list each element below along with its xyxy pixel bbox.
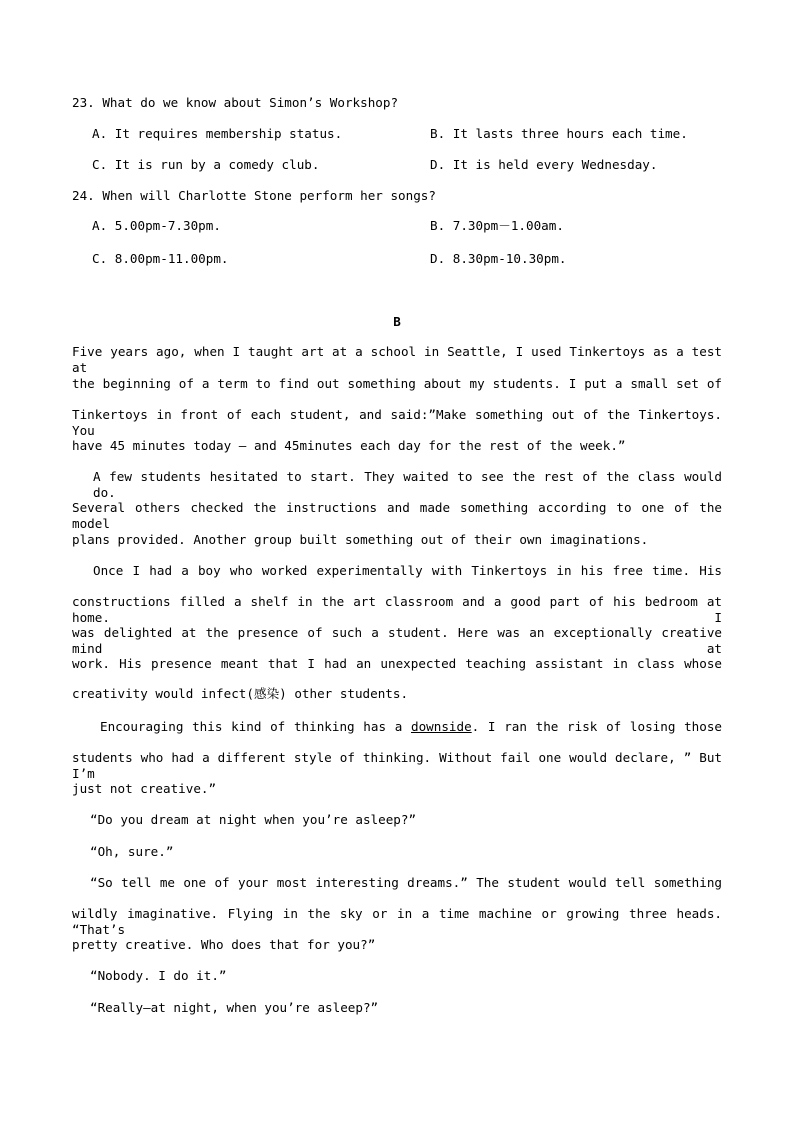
p4-text-before: Encouraging this kind of thinking has a [100,719,403,734]
passage-p4-line-2: students who had a different style of thinking. Without fail one would declare, ” But I’m [72,750,722,781]
question-23-option-a: A. It requires membership status. [92,126,343,141]
passage-p3-line-2: constructions filled a shelf in the art classroom and a good part of his bedroom at home. I [72,594,722,625]
passage-p2-line-3: plans provided. Another group built something out of their own imaginations. [72,532,649,547]
passage-p1-line-4: have 45 minutes today – and 45minutes each day for the rest of the week.” [72,438,626,453]
passage-p5-line-1: “So tell me one of your most interesting dreams.” The student would tell something [90,875,722,890]
passage-p5-line-3: pretty creative. Who does that for you?” [72,937,376,952]
dialogue-line-2: “Oh, sure.” [90,844,174,859]
question-23-option-c: C. It is run by a comedy club. [92,157,320,172]
question-24-option-a: A. 5.00pm-7.30pm. [92,218,221,233]
passage-p3-line-1: Once I had a boy who worked experimentally with Tinkertoys in his free time. His [93,563,722,578]
passage-p4-line-1 [100,719,722,735]
passage-p3-line-5: creativity would infect(感染) other students. [72,686,409,701]
passage-p4-line-3: just not creative.” [72,781,217,796]
passage-p1-line-3: Tinkertoys in front of each student, and said:”Make something out of the Tinkertoys. You [72,407,722,438]
passage-p3-line-3: was delighted at the presence of such a student. Here was an exceptionally creative mind at [72,625,722,656]
passage-p1-line-1: Five years ago, when I taught art at a school in Seattle, I used Tinkertoys as a test at [72,344,722,375]
question-23-option-d: D. It is held every Wednesday. [430,157,658,172]
question-23-option-b: B. It lasts three hours each time. [430,126,688,141]
dialogue-line-1: “Do you dream at night when you’re asleep?” [90,812,417,827]
dialogue-line-3: “Nobody. I do it.” [90,968,227,983]
question-24-option-b: B. 7.30pm－1.00am. [430,218,564,233]
p4-text-after: . I ran the risk of losing those [471,719,722,734]
question-24-stem: 24. When will Charlotte Stone perform her songs? [72,188,436,203]
downside-underlined-word: downside [411,719,472,734]
question-23-stem: 23. What do we know about Simon’s Workshop? [72,95,399,110]
passage-p5-line-2: wildly imaginative. Flying in the sky or in a time machine or growing three heads. “That’s [72,906,722,937]
question-24-option-c: C. 8.00pm-11.00pm. [92,251,229,266]
passage-p3-line-4: work. His presence meant that I had an unexpected teaching assistant in class whose [72,656,722,671]
dialogue-line-4: “Really—at night, when you’re asleep?” [90,1000,379,1015]
passage-p2-line-2: Several others checked the instructions and made something according to one of the model [72,500,722,531]
question-24-option-d: D. 8.30pm-10.30pm. [430,251,567,266]
passage-p1-line-2: the beginning of a term to find out something about my students. I put a small set of [72,376,722,391]
passage-p2-line-1: A few students hesitated to start. They waited to see the rest of the class would do. [93,469,722,500]
section-title: B [393,314,401,329]
